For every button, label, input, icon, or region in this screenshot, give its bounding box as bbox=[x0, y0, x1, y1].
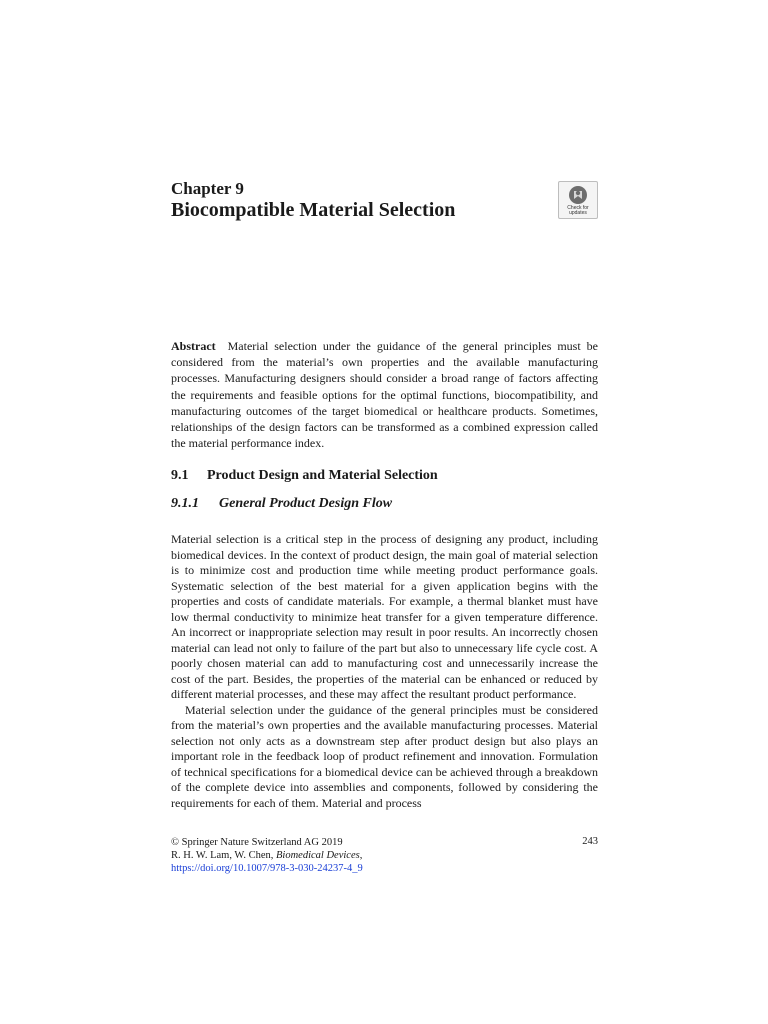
citation bbox=[171, 849, 598, 862]
section-heading bbox=[171, 468, 438, 484]
section-number: 9.1 bbox=[171, 468, 189, 483]
doi-link[interactable]: https://doi.org/10.1007/978-3-030-24237-4_9 bbox=[171, 863, 363, 874]
subsection-title: General Product Design Flow bbox=[219, 496, 393, 511]
abstract-text: Material selection under the guidance of the general principles must be considered from the material’s own properties and the available manufacturing processes. Manufacturing designers should consider a broad range of factors affecting the requirements and feasible options for the optimal functions, biocompatibility, and manufacturing outcomes of the target biomedical or healthcare products. Sometimes, relationships of the design factors can be transformed as a combined expression called the material performance index. bbox=[171, 339, 598, 451]
page bbox=[171, 0, 598, 1024]
chapter-title: Biocompatible Material Selection bbox=[171, 199, 456, 221]
book-suffix: , bbox=[359, 850, 363, 861]
book-title: Biomedical Devices bbox=[276, 850, 360, 861]
page-number: 243 bbox=[582, 836, 598, 847]
footer bbox=[171, 836, 598, 875]
badge-label: Check for updates bbox=[567, 205, 589, 216]
check-for-updates-badge[interactable] bbox=[558, 181, 598, 219]
crossmark-icon bbox=[568, 185, 588, 205]
copyright: © Springer Nature Switzerland AG 2019 bbox=[171, 837, 343, 848]
section-title: Product Design and Material Selection bbox=[207, 468, 438, 483]
paragraph: Material selection is a critical step in the process of designing any product, including biomedical devices. In the context of product design, the main goal of material selection is to minimize cost and production time while meeting product performance goals. Systematic selection of the best material for a given application begins with the properties and costs of candidate materials. For example, a thermal blanket must have low thermal conductivity to minimize heat transfer for a given temperature difference. An incorrect or inappropriate selection may result in poor results. An incorrectly chosen material can lead not only to failure of the part but also to unnecessary life cycle cost. A poorly chosen material can add to manufacturing cost and unnecessarily increase the cost of the part. Besides, the properties of the material can be enhanced or reduced by different material processes, and these may affect the resultant product performance. bbox=[171, 532, 598, 701]
subsection-heading bbox=[171, 496, 392, 512]
subsection-number: 9.1.1 bbox=[171, 496, 199, 511]
body-text bbox=[171, 532, 598, 811]
abstract-label: Abstract bbox=[171, 339, 216, 353]
paragraph: Material selection under the guidance of the general principles must be considered from the material’s own properties and the available manufacturing processes. Material selection not only acts as a downstream step after product design but also plays an important role in the feedback loop of product refinement and innovation. Formulation of technical specifications for a biomedical device can be achieved through a breakdown of the complete device into assemblies and components, followed by considering the requirements for each of them. Material and process bbox=[171, 702, 598, 810]
authors: R. H. W. Lam, W. Chen, bbox=[171, 850, 277, 861]
abstract bbox=[171, 338, 598, 451]
chapter-label: Chapter 9 bbox=[171, 179, 244, 198]
